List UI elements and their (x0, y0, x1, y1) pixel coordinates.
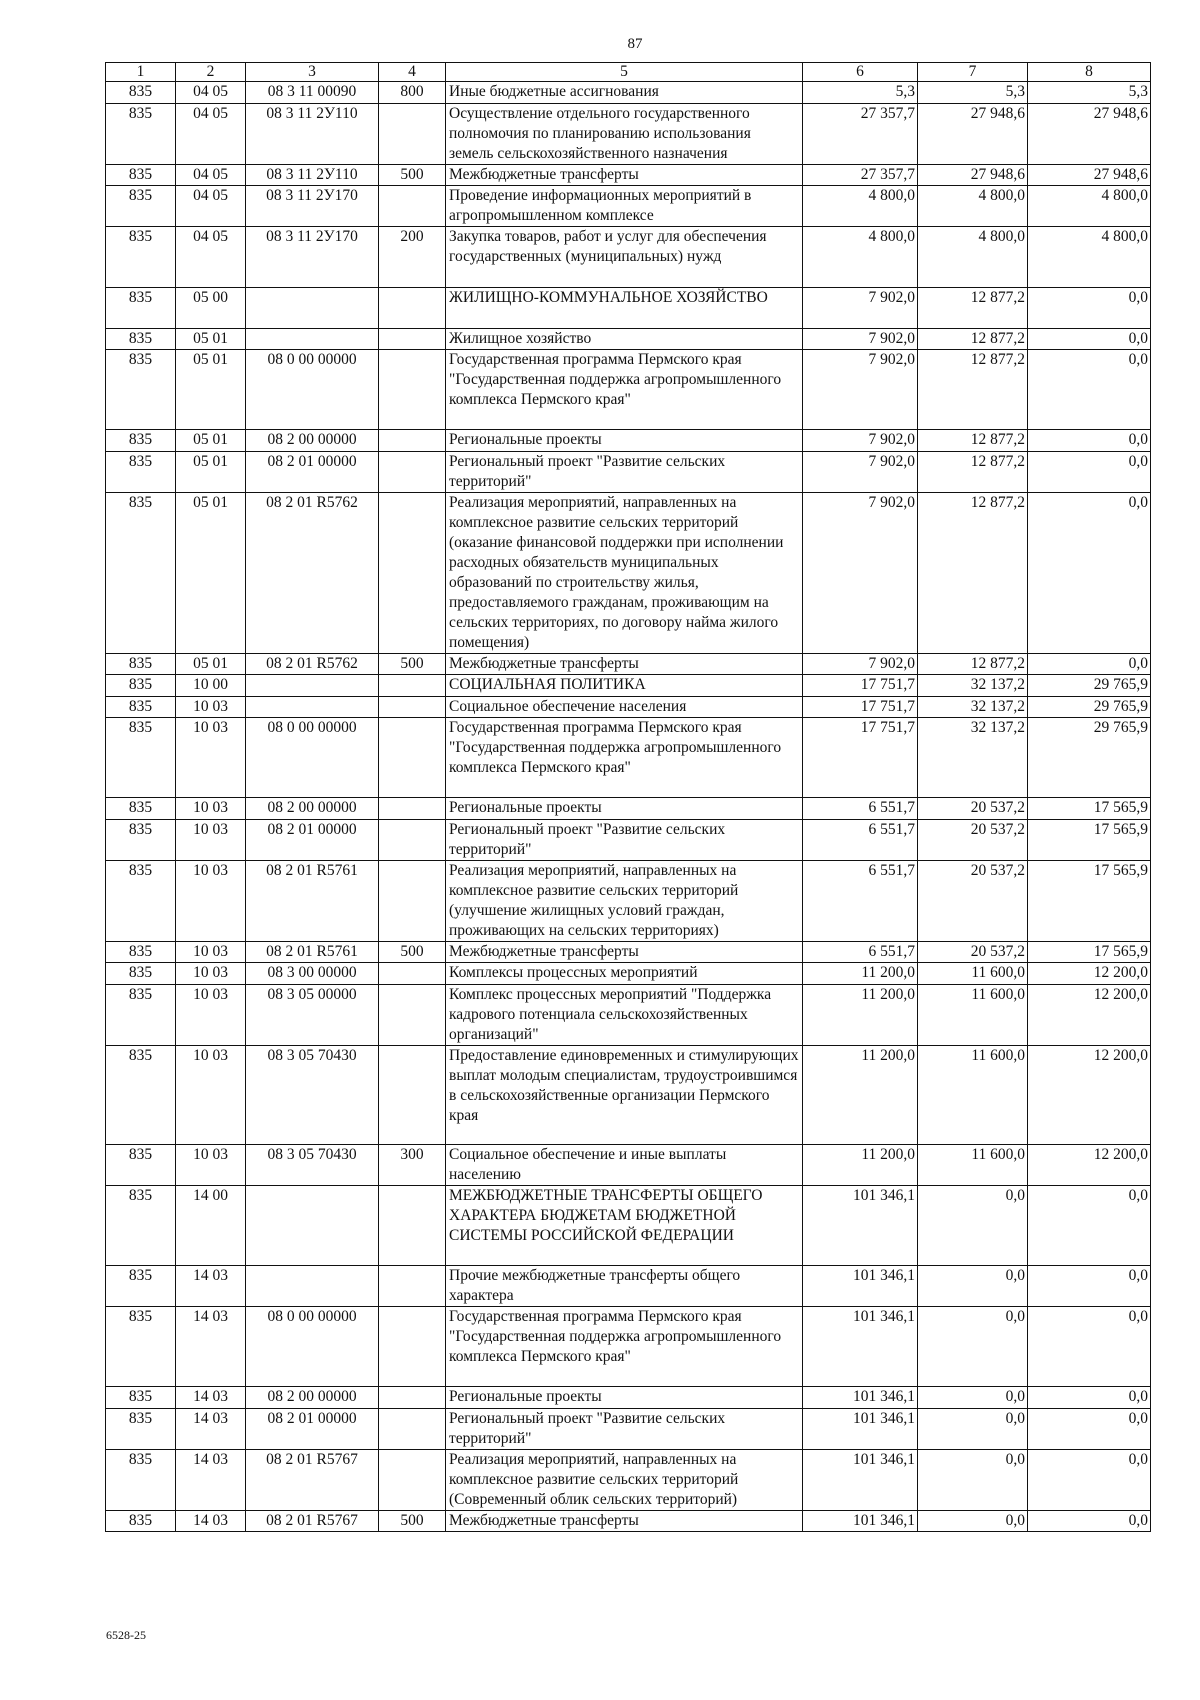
table-header (106, 63, 1151, 82)
expense-type-cell (379, 1266, 446, 1307)
amount-year1-cell: 17 751,7 (803, 696, 918, 718)
ministry-code-cell: 835 (106, 963, 176, 985)
amount-year3-cell: 0,0 (1028, 430, 1151, 452)
target-article-cell: 08 2 01 00000 (246, 819, 379, 860)
table-row (106, 103, 1151, 164)
amount-year2-cell: 20 537,2 (918, 819, 1028, 860)
section-code-cell: 05 00 (176, 287, 246, 328)
ministry-code-cell: 835 (106, 1449, 176, 1510)
table-row (106, 492, 1151, 653)
target-article-cell: 08 3 11 2У170 (246, 186, 379, 227)
ministry-code-cell: 835 (106, 984, 176, 1045)
target-article-cell: 08 3 00 00000 (246, 963, 379, 985)
ministry-code-cell: 835 (106, 1408, 176, 1449)
amount-year1-cell: 17 751,7 (803, 718, 918, 798)
amount-year3-cell: 0,0 (1028, 653, 1151, 675)
amount-year1-cell: 11 200,0 (803, 1145, 918, 1186)
description-cell: Государственная программа Пермского края "Государственная поддержка агропромышленного комплекса Пермского края" (446, 350, 803, 430)
amount-year2-cell: 12 877,2 (918, 328, 1028, 350)
description-cell: Реализация мероприятий, направленных на комплексное развитие сельских территорий (Современный облик сельских территорий) (446, 1449, 803, 1510)
description-cell: Прочие межбюджетные трансферты общего характера (446, 1266, 803, 1307)
ministry-code-cell: 835 (106, 675, 176, 697)
target-article-cell: 08 0 00 00000 (246, 718, 379, 798)
table-row (106, 287, 1151, 328)
table-row (106, 1045, 1151, 1145)
amount-year1-cell: 6 551,7 (803, 798, 918, 820)
section-code-cell: 05 01 (176, 350, 246, 430)
table-row (106, 1408, 1151, 1449)
target-article-cell (246, 328, 379, 350)
ministry-code-cell: 835 (106, 328, 176, 350)
ministry-code-cell: 835 (106, 1145, 176, 1186)
column-header: 4 (379, 63, 446, 82)
expense-type-cell: 200 (379, 227, 446, 288)
column-header: 1 (106, 63, 176, 82)
table-row (106, 1387, 1151, 1409)
description-cell: ЖИЛИЩНО-КОММУНАЛЬНОЕ ХОЗЯЙСТВО (446, 287, 803, 328)
amount-year3-cell: 0,0 (1028, 1186, 1151, 1266)
section-code-cell: 05 01 (176, 492, 246, 653)
expense-type-cell (379, 675, 446, 697)
ministry-code-cell: 835 (106, 287, 176, 328)
target-article-cell: 08 2 01 00000 (246, 451, 379, 492)
amount-year3-cell: 29 765,9 (1028, 675, 1151, 697)
amount-year2-cell: 11 600,0 (918, 963, 1028, 985)
amount-year3-cell: 12 200,0 (1028, 984, 1151, 1045)
amount-year1-cell: 4 800,0 (803, 186, 918, 227)
description-cell: Региональные проекты (446, 798, 803, 820)
description-cell: Межбюджетные трансферты (446, 941, 803, 963)
section-code-cell: 10 03 (176, 1145, 246, 1186)
table-row (106, 1510, 1151, 1532)
amount-year2-cell: 20 537,2 (918, 860, 1028, 941)
section-code-cell: 05 01 (176, 653, 246, 675)
description-cell: Региональные проекты (446, 430, 803, 452)
section-code-cell: 04 05 (176, 186, 246, 227)
description-cell: Межбюджетные трансферты (446, 653, 803, 675)
target-article-cell: 08 2 00 00000 (246, 430, 379, 452)
target-article-cell: 08 2 01 00000 (246, 1408, 379, 1449)
table-row (106, 1307, 1151, 1387)
expense-type-cell: 800 (379, 82, 446, 104)
table-row (106, 1449, 1151, 1510)
expense-type-cell (379, 328, 446, 350)
ministry-code-cell: 835 (106, 451, 176, 492)
page-number: 87 (627, 36, 643, 52)
amount-year1-cell: 27 357,7 (803, 103, 918, 164)
amount-year2-cell: 12 877,2 (918, 430, 1028, 452)
target-article-cell: 08 3 05 70430 (246, 1045, 379, 1145)
ministry-code-cell: 835 (106, 1510, 176, 1532)
target-article-cell (246, 1266, 379, 1307)
amount-year1-cell: 7 902,0 (803, 328, 918, 350)
table-body (106, 82, 1151, 1532)
description-cell: Социальное обеспечение населения (446, 696, 803, 718)
ministry-code-cell: 835 (106, 798, 176, 820)
amount-year3-cell: 0,0 (1028, 350, 1151, 430)
amount-year1-cell: 7 902,0 (803, 350, 918, 430)
section-code-cell: 10 03 (176, 860, 246, 941)
ministry-code-cell: 835 (106, 103, 176, 164)
amount-year3-cell: 17 565,9 (1028, 941, 1151, 963)
amount-year1-cell: 6 551,7 (803, 860, 918, 941)
description-cell: Осуществление отдельного государственного полномочия по планированию использования земель сельскохозяйственного назначения (446, 103, 803, 164)
ministry-code-cell: 835 (106, 696, 176, 718)
table-row (106, 82, 1151, 104)
table-row (106, 653, 1151, 675)
target-article-cell: 08 2 01 R5761 (246, 941, 379, 963)
amount-year3-cell: 29 765,9 (1028, 696, 1151, 718)
amount-year3-cell: 0,0 (1028, 451, 1151, 492)
target-article-cell: 08 3 11 00090 (246, 82, 379, 104)
expense-type-cell (379, 103, 446, 164)
amount-year2-cell: 27 948,6 (918, 164, 1028, 186)
amount-year2-cell: 4 800,0 (918, 227, 1028, 288)
amount-year1-cell: 101 346,1 (803, 1408, 918, 1449)
description-cell: МЕЖБЮДЖЕТНЫЕ ТРАНСФЕРТЫ ОБЩЕГО ХАРАКТЕРА БЮДЖЕТАМ БЮДЖЕТНОЙ СИСТЕМЫ РОССИЙСКОЙ ФЕДЕРАЦИИ (446, 1186, 803, 1266)
amount-year2-cell: 0,0 (918, 1449, 1028, 1510)
ministry-code-cell: 835 (106, 941, 176, 963)
ministry-code-cell: 835 (106, 1045, 176, 1145)
section-code-cell: 10 03 (176, 798, 246, 820)
amount-year2-cell: 12 877,2 (918, 451, 1028, 492)
amount-year1-cell: 4 800,0 (803, 227, 918, 288)
ministry-code-cell: 835 (106, 350, 176, 430)
amount-year2-cell: 11 600,0 (918, 984, 1028, 1045)
amount-year3-cell: 4 800,0 (1028, 186, 1151, 227)
amount-year3-cell: 0,0 (1028, 1449, 1151, 1510)
expense-type-cell (379, 1186, 446, 1266)
ministry-code-cell: 835 (106, 164, 176, 186)
amount-year1-cell: 6 551,7 (803, 819, 918, 860)
expense-type-cell: 500 (379, 1510, 446, 1532)
amount-year1-cell: 11 200,0 (803, 1045, 918, 1145)
target-article-cell: 08 3 11 2У170 (246, 227, 379, 288)
amount-year3-cell: 0,0 (1028, 1510, 1151, 1532)
table-row (106, 227, 1151, 288)
expense-type-cell (379, 798, 446, 820)
expense-type-cell (379, 1408, 446, 1449)
description-cell: Государственная программа Пермского края "Государственная поддержка агропромышленного комплекса Пермского края" (446, 1307, 803, 1387)
budget-table (105, 62, 1151, 1532)
amount-year1-cell: 7 902,0 (803, 430, 918, 452)
table-row (106, 186, 1151, 227)
section-code-cell: 05 01 (176, 430, 246, 452)
amount-year1-cell: 5,3 (803, 82, 918, 104)
description-cell: Государственная программа Пермского края "Государственная поддержка агропромышленного комплекса Пермского края" (446, 718, 803, 798)
description-cell: Предоставление единовременных и стимулирующих выплат молодым специалистам, трудоустроившимся в сельскохозяйственные организации Пермского края (446, 1045, 803, 1145)
target-article-cell: 08 2 01 R5767 (246, 1449, 379, 1510)
ministry-code-cell: 835 (106, 860, 176, 941)
target-article-cell (246, 1186, 379, 1266)
ministry-code-cell: 835 (106, 653, 176, 675)
amount-year3-cell: 5,3 (1028, 82, 1151, 104)
amount-year1-cell: 17 751,7 (803, 675, 918, 697)
header-row (106, 63, 1151, 82)
expense-type-cell (379, 1307, 446, 1387)
amount-year1-cell: 6 551,7 (803, 941, 918, 963)
amount-year1-cell: 7 902,0 (803, 451, 918, 492)
amount-year3-cell: 29 765,9 (1028, 718, 1151, 798)
description-cell: Региональный проект "Развитие сельских территорий" (446, 819, 803, 860)
table-row (106, 819, 1151, 860)
expense-type-cell (379, 1045, 446, 1145)
section-code-cell: 05 01 (176, 451, 246, 492)
amount-year3-cell: 0,0 (1028, 1307, 1151, 1387)
amount-year1-cell: 101 346,1 (803, 1387, 918, 1409)
target-article-cell: 08 2 01 R5762 (246, 492, 379, 653)
expense-type-cell (379, 718, 446, 798)
table-row (106, 1186, 1151, 1266)
table-row (106, 350, 1151, 430)
amount-year2-cell: 0,0 (918, 1307, 1028, 1387)
expense-type-cell (379, 1449, 446, 1510)
expense-type-cell: 300 (379, 1145, 446, 1186)
section-code-cell: 10 03 (176, 941, 246, 963)
target-article-cell (246, 675, 379, 697)
expense-type-cell (379, 819, 446, 860)
amount-year1-cell: 7 902,0 (803, 653, 918, 675)
expense-type-cell (379, 1387, 446, 1409)
target-article-cell: 08 3 11 2У110 (246, 164, 379, 186)
amount-year1-cell: 101 346,1 (803, 1449, 918, 1510)
description-cell: Реализация мероприятий, направленных на комплексное развитие сельских территорий (оказание финансовой поддержки при исполнении расходных обязательств муниципальных образований по строительству жилья, предоставляемого гражданам, проживающим на сельских территориях, по договору найма жилого помещения) (446, 492, 803, 653)
ministry-code-cell: 835 (106, 492, 176, 653)
amount-year2-cell: 0,0 (918, 1266, 1028, 1307)
table-row (106, 963, 1151, 985)
amount-year3-cell: 27 948,6 (1028, 164, 1151, 186)
expense-type-cell (379, 984, 446, 1045)
amount-year2-cell: 27 948,6 (918, 103, 1028, 164)
table-row (106, 328, 1151, 350)
amount-year2-cell: 11 600,0 (918, 1145, 1028, 1186)
description-cell: Комплексы процессных мероприятий (446, 963, 803, 985)
amount-year2-cell: 4 800,0 (918, 186, 1028, 227)
ministry-code-cell: 835 (106, 186, 176, 227)
section-code-cell: 10 03 (176, 1045, 246, 1145)
column-header: 3 (246, 63, 379, 82)
ministry-code-cell: 835 (106, 1186, 176, 1266)
target-article-cell (246, 696, 379, 718)
section-code-cell: 05 01 (176, 328, 246, 350)
expense-type-cell (379, 350, 446, 430)
ministry-code-cell: 835 (106, 227, 176, 288)
amount-year3-cell: 17 565,9 (1028, 819, 1151, 860)
section-code-cell: 14 00 (176, 1186, 246, 1266)
target-article-cell: 08 3 05 70430 (246, 1145, 379, 1186)
column-header: 5 (446, 63, 803, 82)
column-header: 7 (918, 63, 1028, 82)
table-row (106, 675, 1151, 697)
section-code-cell: 14 03 (176, 1449, 246, 1510)
ministry-code-cell: 835 (106, 1266, 176, 1307)
ministry-code-cell: 835 (106, 430, 176, 452)
amount-year2-cell: 12 877,2 (918, 653, 1028, 675)
target-article-cell: 08 3 05 00000 (246, 984, 379, 1045)
description-cell: Межбюджетные трансферты (446, 164, 803, 186)
amount-year3-cell: 0,0 (1028, 1266, 1151, 1307)
table-row (106, 984, 1151, 1045)
amount-year1-cell: 11 200,0 (803, 963, 918, 985)
expense-type-cell: 500 (379, 164, 446, 186)
column-header: 8 (1028, 63, 1151, 82)
table-row (106, 696, 1151, 718)
amount-year2-cell: 12 877,2 (918, 350, 1028, 430)
table-row (106, 718, 1151, 798)
section-code-cell: 14 03 (176, 1510, 246, 1532)
section-code-cell: 10 00 (176, 675, 246, 697)
section-code-cell: 04 05 (176, 164, 246, 186)
table-row (106, 1145, 1151, 1186)
amount-year2-cell: 32 137,2 (918, 718, 1028, 798)
target-article-cell: 08 3 11 2У110 (246, 103, 379, 164)
section-code-cell: 10 03 (176, 984, 246, 1045)
amount-year1-cell: 101 346,1 (803, 1307, 918, 1387)
amount-year3-cell: 0,0 (1028, 1387, 1151, 1409)
amount-year2-cell: 12 877,2 (918, 287, 1028, 328)
description-cell: Иные бюджетные ассигнования (446, 82, 803, 104)
amount-year3-cell: 12 200,0 (1028, 1045, 1151, 1145)
amount-year3-cell: 0,0 (1028, 287, 1151, 328)
table-row (106, 430, 1151, 452)
table-row (106, 164, 1151, 186)
section-code-cell: 10 03 (176, 819, 246, 860)
ministry-code-cell: 835 (106, 1387, 176, 1409)
amount-year3-cell: 4 800,0 (1028, 227, 1151, 288)
description-cell: Региональные проекты (446, 1387, 803, 1409)
description-cell: Межбюджетные трансферты (446, 1510, 803, 1532)
description-cell: Региональный проект "Развитие сельских территорий" (446, 451, 803, 492)
target-article-cell (246, 287, 379, 328)
expense-type-cell (379, 430, 446, 452)
amount-year2-cell: 20 537,2 (918, 941, 1028, 963)
amount-year1-cell: 7 902,0 (803, 492, 918, 653)
amount-year3-cell: 0,0 (1028, 1408, 1151, 1449)
description-cell: Жилищное хозяйство (446, 328, 803, 350)
amount-year2-cell: 0,0 (918, 1387, 1028, 1409)
expense-type-cell (379, 492, 446, 653)
amount-year1-cell: 27 357,7 (803, 164, 918, 186)
table-row (106, 941, 1151, 963)
description-cell: Социальное обеспечение и иные выплаты населению (446, 1145, 803, 1186)
amount-year2-cell: 20 537,2 (918, 798, 1028, 820)
amount-year3-cell: 12 200,0 (1028, 1145, 1151, 1186)
expense-type-cell (379, 696, 446, 718)
target-article-cell: 08 0 00 00000 (246, 1307, 379, 1387)
expense-type-cell: 500 (379, 941, 446, 963)
section-code-cell: 14 03 (176, 1408, 246, 1449)
section-code-cell: 10 03 (176, 963, 246, 985)
section-code-cell: 10 03 (176, 718, 246, 798)
section-code-cell: 10 03 (176, 696, 246, 718)
table-row (106, 860, 1151, 941)
description-cell: Реализация мероприятий, направленных на комплексное развитие сельских территорий (улучшение жилищных условий граждан, проживающих на сельских территориях) (446, 860, 803, 941)
target-article-cell: 08 2 01 R5761 (246, 860, 379, 941)
expense-type-cell (379, 963, 446, 985)
amount-year1-cell: 101 346,1 (803, 1266, 918, 1307)
expense-type-cell (379, 186, 446, 227)
footer-code: 6528-25 (106, 1628, 146, 1642)
target-article-cell: 08 2 00 00000 (246, 798, 379, 820)
table-row (106, 798, 1151, 820)
amount-year1-cell: 101 346,1 (803, 1510, 918, 1532)
amount-year3-cell: 17 565,9 (1028, 860, 1151, 941)
target-article-cell: 08 2 00 00000 (246, 1387, 379, 1409)
amount-year3-cell: 27 948,6 (1028, 103, 1151, 164)
target-article-cell: 08 2 01 R5767 (246, 1510, 379, 1532)
ministry-code-cell: 835 (106, 82, 176, 104)
section-code-cell: 04 05 (176, 103, 246, 164)
amount-year2-cell: 0,0 (918, 1408, 1028, 1449)
expense-type-cell (379, 860, 446, 941)
amount-year2-cell: 32 137,2 (918, 675, 1028, 697)
section-code-cell: 14 03 (176, 1387, 246, 1409)
ministry-code-cell: 835 (106, 1307, 176, 1387)
description-cell: Комплекс процессных мероприятий "Поддержка кадрового потенциала сельскохозяйственных организаций" (446, 984, 803, 1045)
column-header: 6 (803, 63, 918, 82)
amount-year2-cell: 0,0 (918, 1510, 1028, 1532)
section-code-cell: 14 03 (176, 1266, 246, 1307)
description-cell: Региональный проект "Развитие сельских территорий" (446, 1408, 803, 1449)
table-row (106, 1266, 1151, 1307)
amount-year1-cell: 7 902,0 (803, 287, 918, 328)
amount-year1-cell: 101 346,1 (803, 1186, 918, 1266)
ministry-code-cell: 835 (106, 819, 176, 860)
amount-year1-cell: 11 200,0 (803, 984, 918, 1045)
section-code-cell: 14 03 (176, 1307, 246, 1387)
amount-year3-cell: 0,0 (1028, 492, 1151, 653)
amount-year2-cell: 32 137,2 (918, 696, 1028, 718)
table-row (106, 451, 1151, 492)
amount-year2-cell: 11 600,0 (918, 1045, 1028, 1145)
target-article-cell: 08 0 00 00000 (246, 350, 379, 430)
amount-year2-cell: 0,0 (918, 1186, 1028, 1266)
description-cell: Проведение информационных мероприятий в агропромышленном комплексе (446, 186, 803, 227)
target-article-cell: 08 2 01 R5762 (246, 653, 379, 675)
section-code-cell: 04 05 (176, 227, 246, 288)
expense-type-cell: 500 (379, 653, 446, 675)
expense-type-cell (379, 451, 446, 492)
description-cell: Закупка товаров, работ и услуг для обеспечения государственных (муниципальных) нужд (446, 227, 803, 288)
amount-year3-cell: 12 200,0 (1028, 963, 1151, 985)
expense-type-cell (379, 287, 446, 328)
amount-year3-cell: 17 565,9 (1028, 798, 1151, 820)
description-cell: СОЦИАЛЬНАЯ ПОЛИТИКА (446, 675, 803, 697)
amount-year2-cell: 5,3 (918, 82, 1028, 104)
section-code-cell: 04 05 (176, 82, 246, 104)
amount-year2-cell: 12 877,2 (918, 492, 1028, 653)
amount-year3-cell: 0,0 (1028, 328, 1151, 350)
ministry-code-cell: 835 (106, 718, 176, 798)
column-header: 2 (176, 63, 246, 82)
